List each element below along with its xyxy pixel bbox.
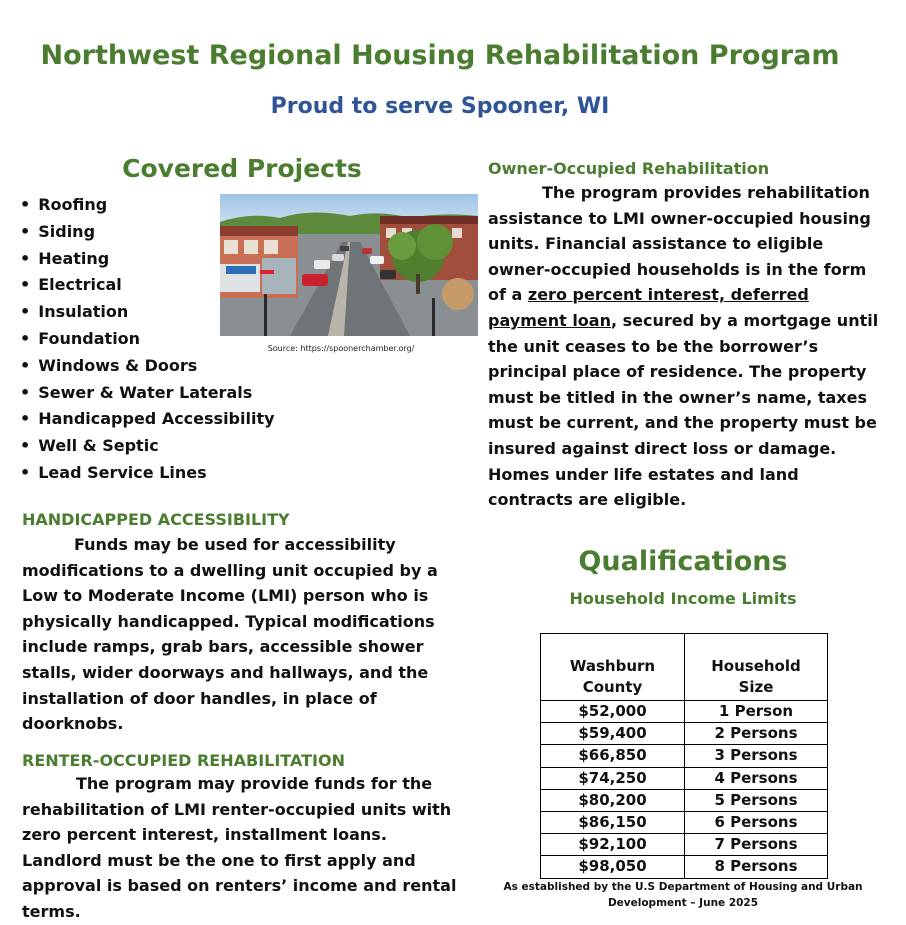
list-item: • Lead Service Lines: [20, 460, 275, 487]
table-row: [541, 811, 828, 833]
size-cell: 6 Persons: [685, 811, 828, 833]
renter-body: The program may provide funds for the rehabilitation of LMI renter-occupied units with zero percent interest, installment loans. Landlord must be the one to first apply and approval is based on renters’ income and rental terms.: [22, 774, 457, 921]
renter-heading: RENTER-OCCUPIED REHABILITATION: [22, 751, 345, 770]
income-cell: $92,100: [541, 834, 685, 856]
table-row: [541, 745, 828, 767]
size-cell: 1 Person: [685, 701, 828, 723]
income-cell: $59,400: [541, 723, 685, 745]
list-item: • Windows & Doors: [20, 353, 275, 380]
owner-section: [488, 180, 880, 513]
list-item: • Handicapped Accessibility: [20, 406, 275, 433]
income-limits-table: [540, 633, 828, 879]
table-row: [541, 701, 828, 723]
loan-terms-underlined: zero percent interest, deferred payment loan: [488, 285, 809, 330]
owner-heading: Owner-Occupied Rehabilitation: [488, 159, 770, 178]
photo-caption: Source: https://spoonerchamber.org/: [267, 344, 415, 353]
size-cell: 2 Persons: [685, 723, 828, 745]
renter-section: [22, 771, 464, 925]
qualifications-heading: Qualifications: [578, 546, 788, 577]
size-cell: 7 Persons: [685, 834, 828, 856]
list-item: • Foundation: [20, 326, 275, 353]
handicapped-section: [22, 532, 464, 737]
table-row: [541, 834, 828, 856]
list-item: • Sewer & Water Laterals: [20, 380, 275, 407]
income-cell: $66,850: [541, 745, 685, 767]
town-street-photo: [220, 194, 478, 336]
list-item: • Siding: [20, 219, 275, 246]
income-cell: $86,150: [541, 811, 685, 833]
covered-projects-heading: Covered Projects: [122, 154, 362, 183]
page-subtitle: Proud to serve Spooner, WI: [270, 94, 610, 119]
table-header-row: [541, 634, 828, 701]
handicapped-body: Funds may be used for accessibility modifications to a dwelling unit occupied by a Low to Moderate Income (LMI) person who is physically handicapped. Typical modifications include ramps, grab bars, accessible shower stalls, wider doorways and hallways, and the installation of door handles, in place of doorknobs.: [22, 535, 438, 734]
size-cell: 4 Persons: [685, 767, 828, 789]
table-row: [541, 723, 828, 745]
size-cell: 8 Persons: [685, 856, 828, 878]
owner-body: The program provides rehabilitation assistance to LMI owner-occupied housing units. Financial assistance to eligible owner-occupied households is in the form of a zero percent interest, deferred payment loan, secured by a mortgage until the unit ceases to be the borrower’s principal place of residence. The property must be titled in the owner’s name, taxes must be current, and the property must be insured against direct loss or damage. Homes under life estates and land contracts are eligible.: [488, 183, 879, 510]
list-item: • Roofing: [20, 192, 275, 219]
page-title: Northwest Regional Housing Rehabilitation Program: [40, 40, 840, 71]
table-row: [541, 856, 828, 878]
income-cell: $80,200: [541, 789, 685, 811]
table-row: [541, 789, 828, 811]
list-item: • Insulation: [20, 299, 275, 326]
size-cell: 5 Persons: [685, 789, 828, 811]
table-row: [541, 767, 828, 789]
list-item: • Well & Septic: [20, 433, 275, 460]
list-item: • Heating: [20, 246, 275, 273]
income-limits-footnote: As established by the U.S Department of Housing and Urban Development – June 2025: [503, 881, 863, 909]
column-header-household-size: Household Size: [685, 634, 828, 701]
income-limits-subheading: Household Income Limits: [569, 589, 797, 608]
handicapped-heading: HANDICAPPED ACCESSIBILITY: [22, 510, 290, 529]
income-cell: $74,250: [541, 767, 685, 789]
column-header-county: Washburn County: [541, 634, 685, 701]
size-cell: 3 Persons: [685, 745, 828, 767]
list-item: • Electrical: [20, 272, 275, 299]
income-cell: $98,050: [541, 856, 685, 878]
income-cell: $52,000: [541, 701, 685, 723]
